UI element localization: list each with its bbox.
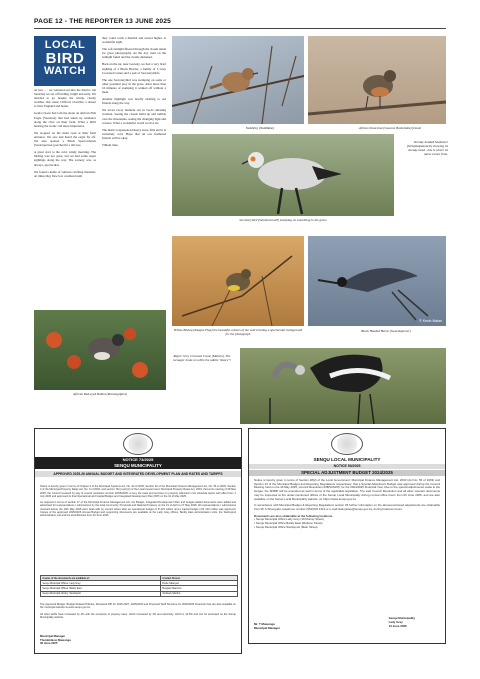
cranes-photo (240, 348, 446, 424)
logo-line-3: WATCH (43, 65, 86, 77)
yellow-bishop-photo (172, 236, 304, 326)
article-column-1 (34, 88, 96, 308)
article-paragraph: Back on the tar, near Gorteny, we had a very brief sighting of a Black Harrier, a family of 5 Grey Crowned Cranes and a pair of Secretarybirds. (102, 62, 166, 75)
stonechat-illustration (308, 36, 446, 124)
yellow-bishop-caption: Yellow Bishop (Kaapse Flap) the beautiful colours of the veld creating a spectacular background for the photograph (173, 328, 303, 336)
table-cell: Senqu Municipal Offices: Barkly East (41, 586, 161, 591)
local-bird-watch-logo (34, 36, 96, 86)
notice-paragraph: In accordance with Municipal Budget & Reporting Regulations section 26 further information on the abovementioned adjustments are obtainable from Mr S Sbonguda, telephone number (051)603 1319 or e-mail skampulee@senqu.gov.za, during business hours. (254, 503, 440, 511)
bulbul-photo (34, 310, 166, 390)
signatory-line: 06 June 2025 (40, 641, 58, 646)
signatory-line: Municipal Manager (40, 634, 66, 638)
article-paragraph: they could catch a thermal and soared higher. A wonderful sight. (102, 36, 166, 45)
article-paragraph: We loved every moment out in God's amazing creation. Seeing the clouds build up and tumble over the mountains, seeing the changing light and colours. What a wonderful world we live in! (102, 108, 166, 125)
article-paragraph: At last . . . we ventured out into the district. On Saturday we set off birding, bright and early. We decided to go despite the windy, cloudy weather. Our route: Clifford, Clarville, a detour to New England and home. (34, 88, 96, 109)
secretarybird-photo (172, 134, 394, 216)
neddicky-illustration (172, 36, 304, 124)
municipality-seal (123, 433, 153, 455)
article-paragraph: The district experienced heavy snow falls and it is extremely cold. Hope that all our feathered friends will be okay. (102, 127, 166, 140)
table-row (41, 591, 238, 596)
stonechat-photo (308, 36, 446, 124)
notice-paragraph: Notice is hereby given in terms of Section 28(2) of the Local Government: Municipal Finance Management Act, 2003 (Act No. 56 of 2003) and Section 23 of the Municipal Budget and Reporting Regulations respectively, that a Special Adjustment Budget was approved during the Council Meeting held on the 30 May 2025, Council Resolution 038/SCM/25, for the 2024/2025 Financial Year. Due to the special adjustments made to the budget, the SDBIP will be amended as well in terms of the applicable legislation. The said Council Resolution and all other relevant documents may be inspected at the under-mentioned offices of the Senqu Local Municipality during normal office hours from 06 June 2025, and are also available on the Senqu Local Municipality website, at: https://www.senqu.gov.za (254, 478, 440, 501)
logo-line-1: LOCAL (44, 39, 86, 51)
article-paragraph: We stopped on the main road at their farm entrance. We saw and heard the eagle fly off. We also spotted a Black Sparrowhawk (Swartsperwer) perched in a tall tree. (34, 130, 96, 148)
heron-caption: Black Headed Heron (Swartkopreier) (361, 329, 411, 333)
page-header: PAGE 12 - THE REPORTER 13 JUNE 2025 (34, 18, 171, 25)
table-cell: Bongiwe Manzoni (161, 586, 238, 591)
table-header: Copies of the documents are available at: (41, 576, 161, 581)
signatory-line: Thembinkosi Mawonga (40, 637, 71, 642)
signatory-line: 13 June 2025 (388, 623, 407, 628)
secretarybird-caption: Secretarybird (Sekretarisvoël) stomping on something in the grass (239, 218, 327, 222)
offices-heading: Documents are also obtainable at the following locations. (254, 513, 334, 518)
signatory-right (389, 617, 415, 628)
notice-approved-budget (34, 428, 242, 654)
notice-municipality: SENQU MUNICIPALITY (35, 463, 241, 469)
table-cell: Dishe Nkanyezi (161, 581, 238, 586)
article-paragraph: The soft sunlight filtered through the clouds made for great photography. As the day went on the sunlight faded and the clouds darkened. (102, 47, 166, 60)
table-cell: Senqu Municipal Library: Sterkspruit (41, 591, 161, 596)
notice-special-adjustment-budget (248, 428, 446, 644)
neddicky-caption: Neddicky (Neddikkie) (245, 126, 275, 130)
crane-caption: Right: Grey Crowned Crane (Mahem). The teenager looks on while the adults "dance"! (173, 354, 231, 362)
photo-credit: © Kevin Malan (419, 319, 442, 323)
bulbul-illustration (34, 310, 166, 390)
logo-line-2: BIRD (45, 50, 85, 67)
secretarybird-illustration (172, 134, 394, 216)
notice-paragraph: As required in terms of section 17 of the Municipal Finance Management Act, the Budget, Integrated Development Plan and budget-related documents were tabled and advertised for representations / submissions by the local community, Provincial and National Treasury on the 31 of April to 27 May 2025. All representations / submissions received before the 16th May 2025 were dealt with by council where after an operational budget of R 423 million and a capital budget of R 120 million was approved. Copies of the approved 2025/2026 Annual Budget and supporting documents are available at the Lady Grey offices, Barkly East administration units, the Sterkspruit administrative unit and the local libraries from 06 June 2025. (40, 501, 236, 518)
signatory-line: Senqu Municipality (388, 616, 415, 620)
article-paragraph: A great start to the cold, windy morning. The birding was not great, but we had some super sightings along the way. The scenery was, as always, spectacular. (34, 150, 96, 167)
notice-paragraph: All other tariffs have increased by 4% with the exception of property rates, which increased by 4% and electricity, which is 12.5% and can be accessed on the Senqu Municipality website. (40, 612, 236, 619)
signatory-line: Municipal Manager (254, 625, 281, 630)
heron-photo (308, 236, 446, 326)
article-paragraph: Tilhoni titus. (102, 142, 119, 147)
heron-illustration (308, 236, 446, 326)
notice-title: SPECIAL ADJUSTMENT BUDGET 2024/2025 (249, 470, 445, 476)
municipality-seal (331, 433, 363, 455)
signatory-left (254, 623, 280, 631)
table-cell: Senqu Municipal Offices: Lady Grey (41, 581, 161, 586)
documents-table (40, 575, 238, 597)
article-column-2 (102, 36, 166, 308)
notice-paragraph: Notice is hereby given in terms of Chapter 4 of the Municipal Systems Act, No. 32 of 2000, Section 22 of the Municipal Finance Management Act, No. 56 of 2003, Section 4 of the Municipal Property Rates Act, No. 6 of 2004, and section 74(1) and (2) of the Local Government: Municipal Property Rates Act, 2004, that at its meeting of 29 May 2025, the Council resolved by way of council resolution number 03/05/2025: to levy the rates and services on property reflected in the schedule below with effect from 1 July 2025 and approved its final Operational and Capital Budget and Integrated Development Plan (IDP) on the 31 of May 2025. (40, 485, 236, 498)
notice-municipality: SENQU LOCAL MUNICIPALITY (313, 457, 381, 462)
header-rule (34, 28, 446, 29)
table-cell: Siviliswa Sibotha (161, 591, 238, 596)
article-paragraph: Geula Cloete had told me about an African Fish Eagle (Vaaretod) that had taken up residence along the river on their farm. What a thrill hearing the iconic call more impressive. (34, 111, 96, 128)
article-paragraph: Another highlight was briefly chatting to old friends along the way. (102, 97, 166, 106)
notice-after-table (40, 603, 236, 619)
notice-body (40, 485, 236, 518)
notice-signatory (40, 635, 71, 646)
yellow-bishop-illustration (172, 236, 304, 326)
article-paragraph: We found a kettle of vultures catching thermals. At times they flew low overhead until (34, 169, 96, 178)
cranes-illustration (240, 348, 446, 424)
notice-number: NOTICE 50/2025 (249, 464, 445, 469)
stonechat-caption: African Stonechat (Gewone Bontrokkie) female (358, 126, 422, 130)
bulbul-caption: African Red-eyed Bulbul (Rooioogtiptol) (73, 392, 127, 396)
signatory-line: Mr. T Mawonga (254, 622, 275, 626)
office-item: • Senqu Municipal Office Lady Grey (19 Murray Street) (254, 517, 324, 522)
table-header: Contact Person (161, 576, 238, 581)
notice-number: NOTICE 73/2025 (35, 457, 241, 463)
notice-body (254, 479, 440, 529)
seedeater-caption: Streaky-headed Seedeater (Streepkopkanarie) showing its streaky head - this is where its name comes from. (406, 140, 448, 156)
signatory-line: Lady Grey (388, 619, 403, 624)
article-paragraph: The one Secretarybird was stomping on some or other potential prey in the grass. After more than 10 minutes of stomping it walked off without a meal. (102, 77, 166, 95)
notice-paragraph: The Approved Budget, Budget Related Policies, Reviewed IDP for 2025-2027, 2025/2026 and Proposed Tariff Structure for 2025/2026 Financial Year are also available on the municipal website at www.senqu.gov.za. (40, 603, 236, 610)
neddicky-photo (172, 36, 304, 124)
office-item: • Senqu Municipal Office Barkly East (Molteno Street) (254, 521, 323, 526)
notice-subtitle: APPROVED 2025-26 ANNUAL BUDGET AND INTEGRATED DEVELOPMENT PLAN AND RATES AND TARIFFS (35, 471, 241, 477)
office-item: • Senqu Municipal Office Sterkspruit (Main Street) (254, 524, 318, 529)
